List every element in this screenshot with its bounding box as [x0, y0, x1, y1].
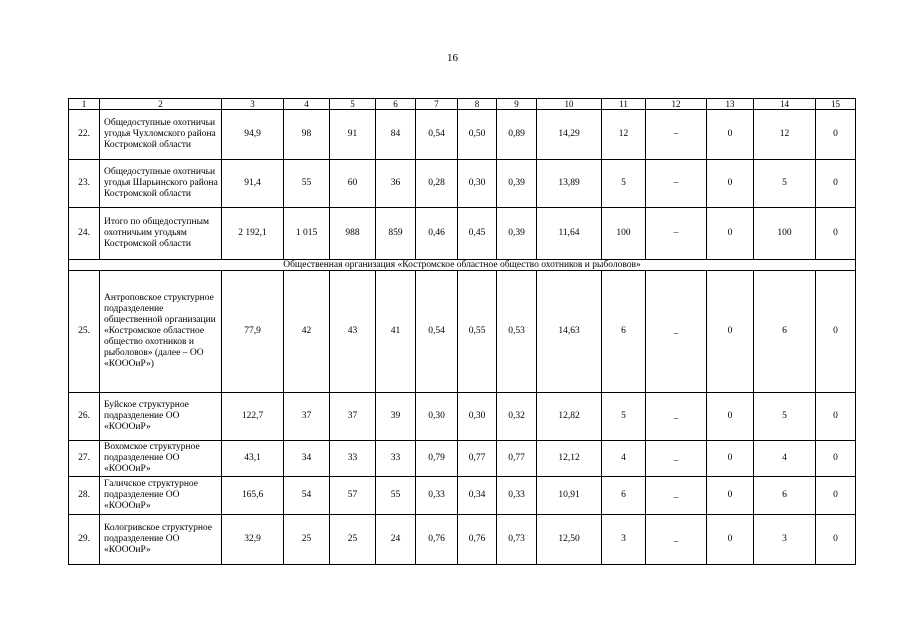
- value-cell: 33: [330, 441, 376, 477]
- value-cell: 84: [376, 110, 416, 160]
- value-cell: 0: [816, 271, 856, 393]
- value-cell: 0: [707, 160, 754, 208]
- value-cell: 39: [376, 393, 416, 441]
- value-cell: 0: [816, 110, 856, 160]
- value-cell: 100: [602, 208, 646, 260]
- value-cell: 1 015: [284, 208, 330, 260]
- value-cell: –: [646, 110, 707, 160]
- value-cell: 12,12: [537, 441, 602, 477]
- value-cell: 0,33: [416, 477, 458, 515]
- value-cell: _: [646, 477, 707, 515]
- value-cell: 0: [707, 477, 754, 515]
- value-cell: 0,28: [416, 160, 458, 208]
- row-name-cell: Буйское структурное подразделение ОО «КОООиР»: [100, 393, 222, 441]
- row-name-cell: Антроповское структурное подразделение общественной организации «Костромское областное общество охотников и рыболовов» (далее – ОО «КОООиР»): [100, 271, 222, 393]
- row-name-cell: Кологривское структурное подразделение ОО «КОООиР»: [100, 515, 222, 565]
- value-cell: 0,34: [458, 477, 497, 515]
- value-cell: 0: [816, 393, 856, 441]
- value-cell: 91,4: [222, 160, 284, 208]
- table-row: [69, 110, 856, 160]
- row-number-cell: 22.: [69, 110, 100, 160]
- value-cell: 0: [707, 515, 754, 565]
- row-name-cell: Общедоступные охотничьи угодья Чухломского района Костромской области: [100, 110, 222, 160]
- data-table: [68, 98, 856, 565]
- value-cell: 2 192,1: [222, 208, 284, 260]
- row-name-cell: Вохомское структурное подразделение ОО «КОООиР»: [100, 441, 222, 477]
- header-cell: 11: [602, 99, 646, 110]
- value-cell: 34: [284, 441, 330, 477]
- value-cell: 100: [754, 208, 816, 260]
- value-cell: –: [646, 208, 707, 260]
- value-cell: 94,9: [222, 110, 284, 160]
- value-cell: 37: [284, 393, 330, 441]
- value-cell: 0,45: [458, 208, 497, 260]
- value-cell: 988: [330, 208, 376, 260]
- value-cell: 12,50: [537, 515, 602, 565]
- value-cell: 32,9: [222, 515, 284, 565]
- value-cell: 98: [284, 110, 330, 160]
- table-row: [69, 393, 856, 441]
- value-cell: 3: [602, 515, 646, 565]
- table-row: [69, 477, 856, 515]
- value-cell: 0: [816, 208, 856, 260]
- row-number-cell: 29.: [69, 515, 100, 565]
- page-number: 16: [447, 52, 458, 64]
- value-cell: 0: [816, 515, 856, 565]
- value-cell: _: [646, 393, 707, 441]
- row-name-cell: Общедоступные охотничьи угодья Шарьинского района Костромской области: [100, 160, 222, 208]
- value-cell: 55: [284, 160, 330, 208]
- value-cell: 0,79: [416, 441, 458, 477]
- section-row: [69, 260, 856, 271]
- value-cell: 0: [816, 477, 856, 515]
- header-row: [69, 99, 856, 110]
- value-cell: 0,33: [497, 477, 537, 515]
- section-title: Общественная организация «Костромское областное общество охотников и рыболовов»: [69, 260, 856, 271]
- value-cell: –: [646, 160, 707, 208]
- header-cell: 15: [816, 99, 856, 110]
- value-cell: 41: [376, 271, 416, 393]
- value-cell: 165,6: [222, 477, 284, 515]
- value-cell: 0,73: [497, 515, 537, 565]
- row-name-cell: Галичское структурное подразделение ОО «КОООиР»: [100, 477, 222, 515]
- value-cell: 6: [602, 271, 646, 393]
- value-cell: 6: [602, 477, 646, 515]
- value-cell: 12: [754, 110, 816, 160]
- value-cell: 6: [754, 477, 816, 515]
- value-cell: 0,39: [497, 160, 537, 208]
- value-cell: 0,50: [458, 110, 497, 160]
- value-cell: 0,54: [416, 110, 458, 160]
- header-cell: 3: [222, 99, 284, 110]
- table-row: [69, 441, 856, 477]
- value-cell: 0: [816, 441, 856, 477]
- header-cell: 14: [754, 99, 816, 110]
- header-cell: 7: [416, 99, 458, 110]
- value-cell: 13,89: [537, 160, 602, 208]
- value-cell: 77,9: [222, 271, 284, 393]
- value-cell: 10,91: [537, 477, 602, 515]
- value-cell: 60: [330, 160, 376, 208]
- value-cell: 6: [754, 271, 816, 393]
- header-cell: 2: [100, 99, 222, 110]
- header-cell: 1: [69, 99, 100, 110]
- value-cell: 0: [707, 271, 754, 393]
- value-cell: 4: [602, 441, 646, 477]
- value-cell: 5: [754, 160, 816, 208]
- value-cell: 24: [376, 515, 416, 565]
- value-cell: 55: [376, 477, 416, 515]
- value-cell: 25: [330, 515, 376, 565]
- value-cell: 5: [602, 160, 646, 208]
- value-cell: 5: [754, 393, 816, 441]
- row-number-cell: 24.: [69, 208, 100, 260]
- value-cell: 859: [376, 208, 416, 260]
- value-cell: _: [646, 441, 707, 477]
- value-cell: 0,53: [497, 271, 537, 393]
- value-cell: 0,77: [458, 441, 497, 477]
- value-cell: 36: [376, 160, 416, 208]
- row-name-cell: Итого по общедоступным охотничьим угодьям Костромской области: [100, 208, 222, 260]
- value-cell: _: [646, 271, 707, 393]
- row-number-cell: 25.: [69, 271, 100, 393]
- value-cell: 57: [330, 477, 376, 515]
- value-cell: 12,82: [537, 393, 602, 441]
- value-cell: 0,30: [458, 393, 497, 441]
- table-row: [69, 515, 856, 565]
- value-cell: 0,46: [416, 208, 458, 260]
- value-cell: 11,64: [537, 208, 602, 260]
- row-number-cell: 23.: [69, 160, 100, 208]
- value-cell: 12: [602, 110, 646, 160]
- value-cell: 0,30: [458, 160, 497, 208]
- value-cell: 0: [707, 110, 754, 160]
- value-cell: 43: [330, 271, 376, 393]
- value-cell: 0,55: [458, 271, 497, 393]
- header-cell: 6: [376, 99, 416, 110]
- value-cell: 0,39: [497, 208, 537, 260]
- header-cell: 10: [537, 99, 602, 110]
- row-number-cell: 26.: [69, 393, 100, 441]
- table-row: [69, 160, 856, 208]
- value-cell: 14,63: [537, 271, 602, 393]
- header-cell: 5: [330, 99, 376, 110]
- value-cell: 91: [330, 110, 376, 160]
- value-cell: 54: [284, 477, 330, 515]
- value-cell: 33: [376, 441, 416, 477]
- table-row: [69, 271, 856, 393]
- value-cell: 0: [816, 160, 856, 208]
- row-number-cell: 27.: [69, 441, 100, 477]
- value-cell: 43,1: [222, 441, 284, 477]
- value-cell: 0,76: [458, 515, 497, 565]
- value-cell: 0,54: [416, 271, 458, 393]
- value-cell: 0: [707, 393, 754, 441]
- value-cell: 37: [330, 393, 376, 441]
- header-cell: 13: [707, 99, 754, 110]
- value-cell: 0: [707, 208, 754, 260]
- value-cell: 3: [754, 515, 816, 565]
- value-cell: 42: [284, 271, 330, 393]
- value-cell: 0: [707, 441, 754, 477]
- row-number-cell: 28.: [69, 477, 100, 515]
- value-cell: 0,30: [416, 393, 458, 441]
- table-row: [69, 208, 856, 260]
- value-cell: _: [646, 515, 707, 565]
- value-cell: 122,7: [222, 393, 284, 441]
- value-cell: 0,32: [497, 393, 537, 441]
- value-cell: 0,76: [416, 515, 458, 565]
- value-cell: 25: [284, 515, 330, 565]
- header-cell: 4: [284, 99, 330, 110]
- value-cell: 14,29: [537, 110, 602, 160]
- header-cell: 9: [497, 99, 537, 110]
- header-cell: 8: [458, 99, 497, 110]
- header-cell: 12: [646, 99, 707, 110]
- value-cell: 4: [754, 441, 816, 477]
- value-cell: 0,89: [497, 110, 537, 160]
- value-cell: 5: [602, 393, 646, 441]
- value-cell: 0,77: [497, 441, 537, 477]
